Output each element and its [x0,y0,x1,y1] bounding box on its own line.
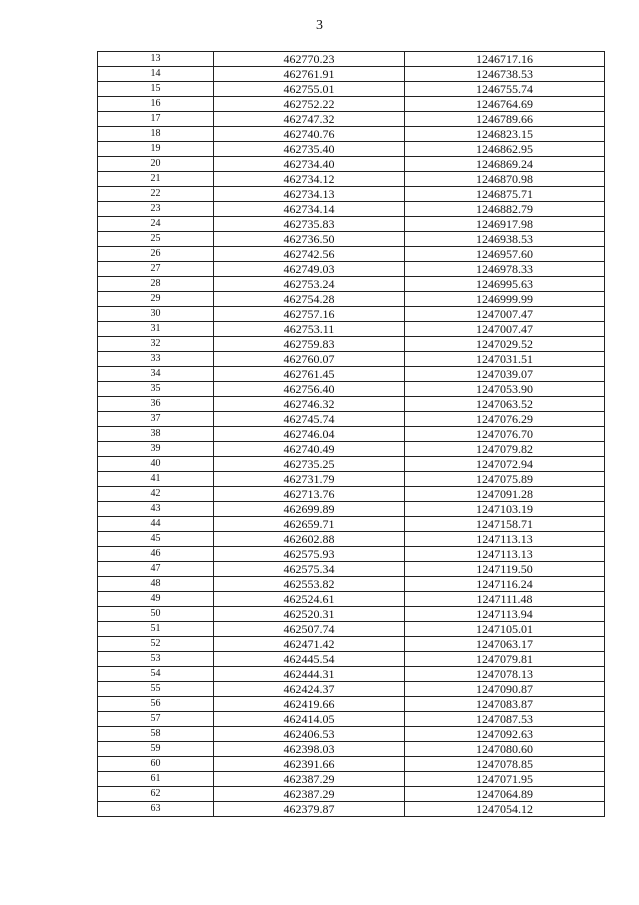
point-number-cell: 43 [98,502,214,517]
table-row [98,277,605,292]
x-coordinate-cell: 462659.71 [214,517,405,532]
point-number-cell: 17 [98,112,214,127]
table-row [98,67,605,82]
y-coordinate-cell: 1247090.87 [405,682,605,697]
y-coordinate-cell: 1247113.94 [405,607,605,622]
y-coordinate-cell: 1247158.71 [405,517,605,532]
table-row [98,772,605,787]
x-coordinate-cell: 462734.12 [214,172,405,187]
point-number-cell: 51 [98,622,214,637]
point-number-cell: 47 [98,562,214,577]
point-number-cell: 50 [98,607,214,622]
x-coordinate-cell: 462735.40 [214,142,405,157]
x-coordinate-cell: 462740.49 [214,442,405,457]
y-coordinate-cell: 1247091.28 [405,487,605,502]
y-coordinate-cell: 1247103.19 [405,502,605,517]
coordinates-table [97,51,605,817]
table-row [98,142,605,157]
y-coordinate-cell: 1247119.50 [405,562,605,577]
x-coordinate-cell: 462754.28 [214,292,405,307]
point-number-cell: 35 [98,382,214,397]
table-row [98,472,605,487]
point-number-cell: 24 [98,217,214,232]
point-number-cell: 19 [98,142,214,157]
table-row [98,637,605,652]
table-row [98,442,605,457]
x-coordinate-cell: 462746.32 [214,397,405,412]
x-coordinate-cell: 462749.03 [214,262,405,277]
y-coordinate-cell: 1246862.95 [405,142,605,157]
table-row [98,352,605,367]
y-coordinate-cell: 1247092.63 [405,727,605,742]
point-number-cell: 54 [98,667,214,682]
point-number-cell: 31 [98,322,214,337]
table-row [98,202,605,217]
table-row [98,157,605,172]
point-number-cell: 22 [98,187,214,202]
x-coordinate-cell: 462520.31 [214,607,405,622]
point-number-cell: 16 [98,97,214,112]
x-coordinate-cell: 462406.53 [214,727,405,742]
x-coordinate-cell: 462753.11 [214,322,405,337]
x-coordinate-cell: 462553.82 [214,577,405,592]
table-row [98,127,605,142]
x-coordinate-cell: 462770.23 [214,52,405,67]
point-number-cell: 48 [98,577,214,592]
x-coordinate-cell: 462524.61 [214,592,405,607]
table-row [98,232,605,247]
x-coordinate-cell: 462734.13 [214,187,405,202]
y-coordinate-cell: 1246823.15 [405,127,605,142]
x-coordinate-cell: 462398.03 [214,742,405,757]
x-coordinate-cell: 462760.07 [214,352,405,367]
table-row [98,217,605,232]
y-coordinate-cell: 1246789.66 [405,112,605,127]
y-coordinate-cell: 1246764.69 [405,97,605,112]
y-coordinate-cell: 1246999.99 [405,292,605,307]
point-number-cell: 18 [98,127,214,142]
y-coordinate-cell: 1246870.98 [405,172,605,187]
point-number-cell: 30 [98,307,214,322]
table-row [98,262,605,277]
y-coordinate-cell: 1247083.87 [405,697,605,712]
point-number-cell: 20 [98,157,214,172]
point-number-cell: 21 [98,172,214,187]
x-coordinate-cell: 462387.29 [214,787,405,802]
point-number-cell: 46 [98,547,214,562]
x-coordinate-cell: 462735.83 [214,217,405,232]
y-coordinate-cell: 1247075.89 [405,472,605,487]
x-coordinate-cell: 462761.45 [214,367,405,382]
table-row [98,682,605,697]
table-row [98,367,605,382]
x-coordinate-cell: 462746.04 [214,427,405,442]
x-coordinate-cell: 462753.24 [214,277,405,292]
table-row [98,547,605,562]
x-coordinate-cell: 462419.66 [214,697,405,712]
table-row [98,532,605,547]
point-number-cell: 61 [98,772,214,787]
point-number-cell: 23 [98,202,214,217]
table-row [98,397,605,412]
x-coordinate-cell: 462379.87 [214,802,405,817]
table-row [98,187,605,202]
y-coordinate-cell: 1247087.53 [405,712,605,727]
table-row [98,52,605,67]
y-coordinate-cell: 1247080.60 [405,742,605,757]
point-number-cell: 58 [98,727,214,742]
x-coordinate-cell: 462575.34 [214,562,405,577]
point-number-cell: 42 [98,487,214,502]
point-number-cell: 49 [98,592,214,607]
y-coordinate-cell: 1247072.94 [405,457,605,472]
x-coordinate-cell: 462391.66 [214,757,405,772]
table-row [98,622,605,637]
x-coordinate-cell: 462734.40 [214,157,405,172]
point-number-cell: 41 [98,472,214,487]
x-coordinate-cell: 462745.74 [214,412,405,427]
y-coordinate-cell: 1247007.47 [405,322,605,337]
x-coordinate-cell: 462699.89 [214,502,405,517]
point-number-cell: 45 [98,532,214,547]
table-row [98,727,605,742]
table-row [98,607,605,622]
y-coordinate-cell: 1247029.52 [405,337,605,352]
y-coordinate-cell: 1246875.71 [405,187,605,202]
x-coordinate-cell: 462756.40 [214,382,405,397]
x-coordinate-cell: 462759.83 [214,337,405,352]
x-coordinate-cell: 462387.29 [214,772,405,787]
y-coordinate-cell: 1246882.79 [405,202,605,217]
point-number-cell: 13 [98,52,214,67]
table-row [98,292,605,307]
table-row [98,172,605,187]
y-coordinate-cell: 1247111.48 [405,592,605,607]
y-coordinate-cell: 1247079.81 [405,652,605,667]
point-number-cell: 37 [98,412,214,427]
x-coordinate-cell: 462734.14 [214,202,405,217]
x-coordinate-cell: 462713.76 [214,487,405,502]
table-row [98,322,605,337]
x-coordinate-cell: 462444.31 [214,667,405,682]
page-number: 3 [316,18,323,33]
y-coordinate-cell: 1247063.52 [405,397,605,412]
x-coordinate-cell: 462602.88 [214,532,405,547]
y-coordinate-cell: 1247007.47 [405,307,605,322]
x-coordinate-cell: 462424.37 [214,682,405,697]
point-number-cell: 62 [98,787,214,802]
table-row [98,82,605,97]
point-number-cell: 39 [98,442,214,457]
table-row [98,457,605,472]
x-coordinate-cell: 462757.16 [214,307,405,322]
x-coordinate-cell: 462735.25 [214,457,405,472]
table-row [98,502,605,517]
y-coordinate-cell: 1247076.29 [405,412,605,427]
x-coordinate-cell: 462507.74 [214,622,405,637]
y-coordinate-cell: 1247071.95 [405,772,605,787]
y-coordinate-cell: 1246938.53 [405,232,605,247]
y-coordinate-cell: 1246995.63 [405,277,605,292]
table-row [98,577,605,592]
table-row [98,337,605,352]
y-coordinate-cell: 1246978.33 [405,262,605,277]
x-coordinate-cell: 462445.54 [214,652,405,667]
point-number-cell: 60 [98,757,214,772]
point-number-cell: 14 [98,67,214,82]
table-row [98,97,605,112]
y-coordinate-cell: 1247031.51 [405,352,605,367]
y-coordinate-cell: 1247113.13 [405,532,605,547]
table-row [98,592,605,607]
y-coordinate-cell: 1246717.16 [405,52,605,67]
table-row [98,697,605,712]
y-coordinate-cell: 1247039.07 [405,367,605,382]
table-row [98,742,605,757]
y-coordinate-cell: 1247063.17 [405,637,605,652]
table-row [98,757,605,772]
table-row [98,652,605,667]
point-number-cell: 26 [98,247,214,262]
point-number-cell: 32 [98,337,214,352]
y-coordinate-cell: 1247078.85 [405,757,605,772]
table-row [98,247,605,262]
x-coordinate-cell: 462736.50 [214,232,405,247]
point-number-cell: 52 [98,637,214,652]
point-number-cell: 57 [98,712,214,727]
point-number-cell: 25 [98,232,214,247]
x-coordinate-cell: 462761.91 [214,67,405,82]
y-coordinate-cell: 1247078.13 [405,667,605,682]
table-row [98,787,605,802]
y-coordinate-cell: 1246957.60 [405,247,605,262]
point-number-cell: 28 [98,277,214,292]
y-coordinate-cell: 1247116.24 [405,577,605,592]
table-row [98,517,605,532]
table-row [98,427,605,442]
table-row [98,412,605,427]
x-coordinate-cell: 462731.79 [214,472,405,487]
table-row [98,307,605,322]
table-row [98,382,605,397]
table-row [98,112,605,127]
x-coordinate-cell: 462471.42 [214,637,405,652]
point-number-cell: 33 [98,352,214,367]
y-coordinate-cell: 1247054.12 [405,802,605,817]
x-coordinate-cell: 462414.05 [214,712,405,727]
point-number-cell: 15 [98,82,214,97]
y-coordinate-cell: 1247053.90 [405,382,605,397]
y-coordinate-cell: 1247079.82 [405,442,605,457]
table-row [98,712,605,727]
point-number-cell: 36 [98,397,214,412]
table-row [98,487,605,502]
table-row [98,562,605,577]
table-row [98,667,605,682]
point-number-cell: 38 [98,427,214,442]
point-number-cell: 59 [98,742,214,757]
x-coordinate-cell: 462740.76 [214,127,405,142]
table-row [98,802,605,817]
y-coordinate-cell: 1247076.70 [405,427,605,442]
y-coordinate-cell: 1247113.13 [405,547,605,562]
x-coordinate-cell: 462742.56 [214,247,405,262]
point-number-cell: 63 [98,802,214,817]
point-number-cell: 29 [98,292,214,307]
point-number-cell: 55 [98,682,214,697]
x-coordinate-cell: 462575.93 [214,547,405,562]
y-coordinate-cell: 1247105.01 [405,622,605,637]
coordinates-table-body [98,52,605,817]
y-coordinate-cell: 1246738.53 [405,67,605,82]
x-coordinate-cell: 462755.01 [214,82,405,97]
y-coordinate-cell: 1246755.74 [405,82,605,97]
point-number-cell: 27 [98,262,214,277]
point-number-cell: 34 [98,367,214,382]
x-coordinate-cell: 462747.32 [214,112,405,127]
point-number-cell: 40 [98,457,214,472]
y-coordinate-cell: 1246869.24 [405,157,605,172]
y-coordinate-cell: 1246917.98 [405,217,605,232]
point-number-cell: 56 [98,697,214,712]
point-number-cell: 44 [98,517,214,532]
y-coordinate-cell: 1247064.89 [405,787,605,802]
x-coordinate-cell: 462752.22 [214,97,405,112]
point-number-cell: 53 [98,652,214,667]
